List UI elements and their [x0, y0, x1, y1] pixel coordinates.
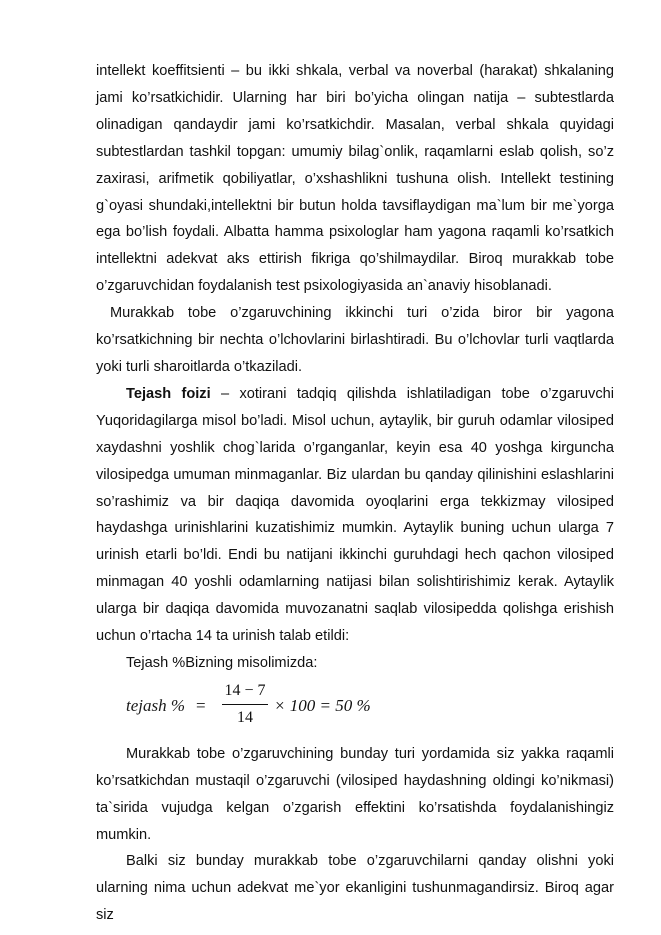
formula-label: tejash %	[126, 695, 186, 715]
formula-fraction	[222, 681, 268, 728]
formula-denominator: 14	[237, 708, 253, 726]
paragraph-effect: Murakkab tobe o’zgaruvchining bunday turi yordamida siz yakka raqamli ko’rsatkichdan mustaqil o’zgaruvchi (vilosiped haydashning oldingi ko’nikmasi) ta`sirida vujudga kelgan o’zgarish effektini ko’rsatishda foydalanishingiz mumkin.	[96, 745, 614, 843]
paragraph-second-type: Murakkab tobe o’zgaruvchining ikkinchi turi o’zida biror bir yagona ko’rsatkichning bir nechta o’lchovlarini birlashtiradi. Bu o’lchovlar turli vaqtlarda yoki turli sharoitlarda o’tkaziladi.	[96, 305, 614, 375]
term-tejash-foizi: Tejash foizi	[126, 385, 211, 402]
paragraph-closing: Balki siz bunday murakkab tobe o’zgaruvchilarni qanday olishni yoki ularning nima uchun adekvat me`yor ekanligini tushunmagandirsiz. Biroq agar siz	[96, 853, 614, 924]
paragraph-formula-intro: Tejash %Bizning misolimizda:	[126, 654, 318, 671]
paragraph-savings-body: – xotirani tadqiq qilishda ishlatiladigan tobe o’zgaruvchi Yuqoridagilarga misol bo’ladi. Misol uchun, aytaylik, bir guruh odamlar vilosiped xaydashni yoshlik chog`larida o’rganganlar, keyin esa 40 yoshga kirguncha vilosipedga umuman minmaganlar. Biz ulardan bu qanday qilinishini eslashlarini so’rashimiz va bir daqiqa davomida oyoqlarini erga tekkizmay vilosiped haydashga urinishlarini kuzatishimiz mumkin. Aytaylik buning uchun ularga 7 urinish etarli bo’ldi. Endi bu natijani ikkinchi guruhdagi hech qachon vilosiped minmagan 40 yoshli odamlarning natijasi bilan solishtirishimiz kerak. Aytaylik ularga bir daqiqa davomida muvozanatni saqlab vilosipedda qolishga erishish uchun o’rtacha 14 ta urinish talab etildi:	[96, 385, 614, 645]
savings-formula	[96, 679, 614, 739]
formula-equals: =	[196, 695, 206, 715]
paragraph-iq-scales: intellekt koeffitsienti – bu ikki shkala, verbal va noverbal (harakat) shkalaning jami ko’rsatkichidir. Ularning har biri bo’yicha olingan natija – subtestlarda olinadigan qandaydir jami ko’rsatkichdir. Masalan, verbal shkala quyidagi subtestlardan tashkil topgan: umumiy bilag`onlik, raqamlarni eslab qolish, so’z zaxirasi, arifmetik qobiliyatlar, o’xshashlikni tushuna olish. Intellekt testining g`oyasi shundaki,intellektni bir butun holda tavsiflaydigan ma`lum bir me`yorga ega bo’lish foydali. Albatta hamma psixologlar ham yagona raqamli ko’rsatkich intellektni adekvat aks ettirish fikriga qo’shilmaydilar. Biroq murakkab tobe o’zgaruvchidan foydalanish test psixologiyasida an`anaviy hisoblanadi.	[96, 63, 614, 295]
document-page	[96, 58, 614, 929]
paragraph-savings-percent	[96, 381, 614, 650]
formula-result: × 100 = 50 %	[274, 695, 371, 715]
fraction-bar	[222, 704, 268, 705]
formula-numerator: 14 − 7	[224, 681, 266, 699]
